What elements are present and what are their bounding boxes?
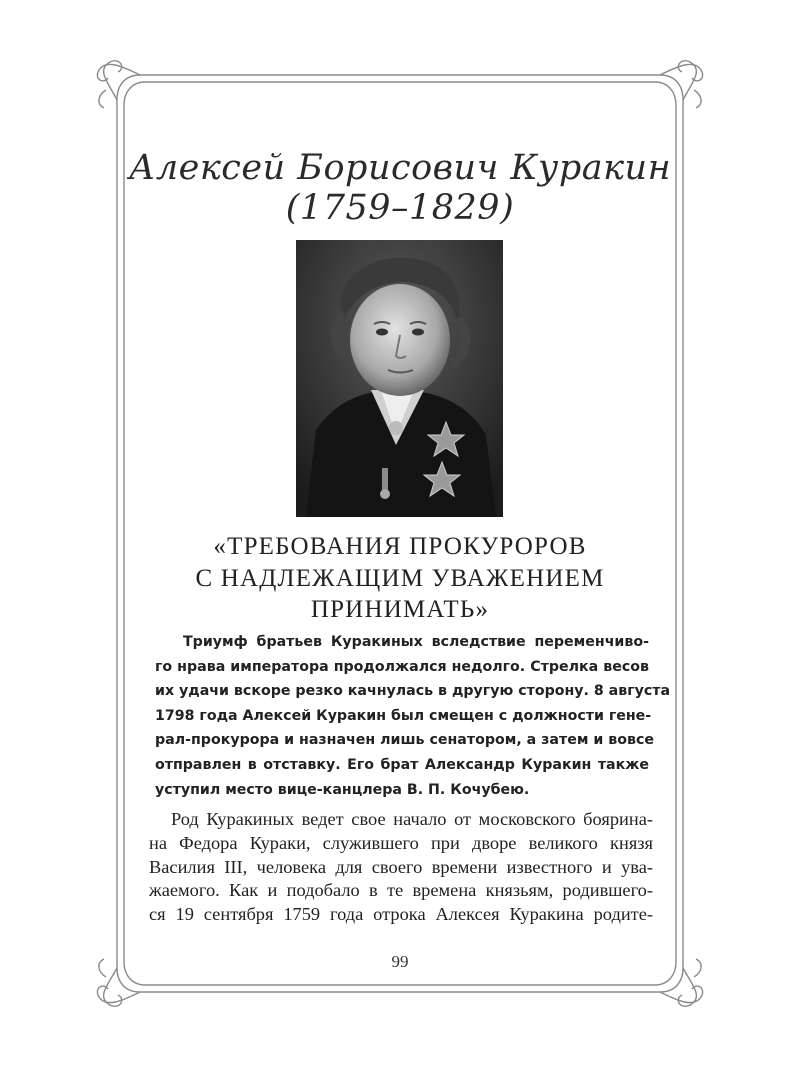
body-line: жаемого. Как и подобало в те времена князьям, родившего- [149,880,653,901]
lead-paragraph [155,630,671,802]
page-title-years: (1759–1829) [285,188,515,228]
lead-line: уступил место вице-канцлера В. П. Кочубею. [155,781,530,798]
lead-line: рал-прокурора и назначен лишь сенатором, а затем и вовсе [155,732,654,749]
lead-line: 1798 года Алексей Куракин был смещен с должности гене- [155,707,652,724]
section-heading-line-1: «ТРЕБОВАНИЯ ПРОКУРОРОВ [213,533,587,560]
section-heading-line-3: ПРИНИМАТЬ» [310,596,490,623]
body-line: Род Куракиных ведет свое начало от московского боярина- [171,809,653,829]
body-line: ся 19 сентября 1759 года отрока Алексея Куракина родите- [149,904,653,925]
body-line: на Федора Кураки, служившего при дворе великого князя [149,832,653,853]
portrait-image [296,240,503,517]
page-title: Алексей Борисович Куракин [128,148,672,188]
lead-line: Триумф братьев Куракиных вследствие переменчиво- [183,634,649,650]
section-heading-line-2: С НАДЛЕЖАЩИМ УВАЖЕНИЕМ [195,565,605,592]
body-paragraph [149,808,653,927]
lead-line: го нрава императора продолжался недолго. Стрелка весов [155,658,649,675]
body-line: Василия III, человека для своего времени известного и ува- [149,856,653,877]
lead-line: их удачи вскоре резко качнулась в другую сторону. 8 августа [155,683,671,700]
page-number: 99 [391,952,409,971]
lead-line: отправлен в отставку. Его брат Александр Куракин также [155,756,649,773]
